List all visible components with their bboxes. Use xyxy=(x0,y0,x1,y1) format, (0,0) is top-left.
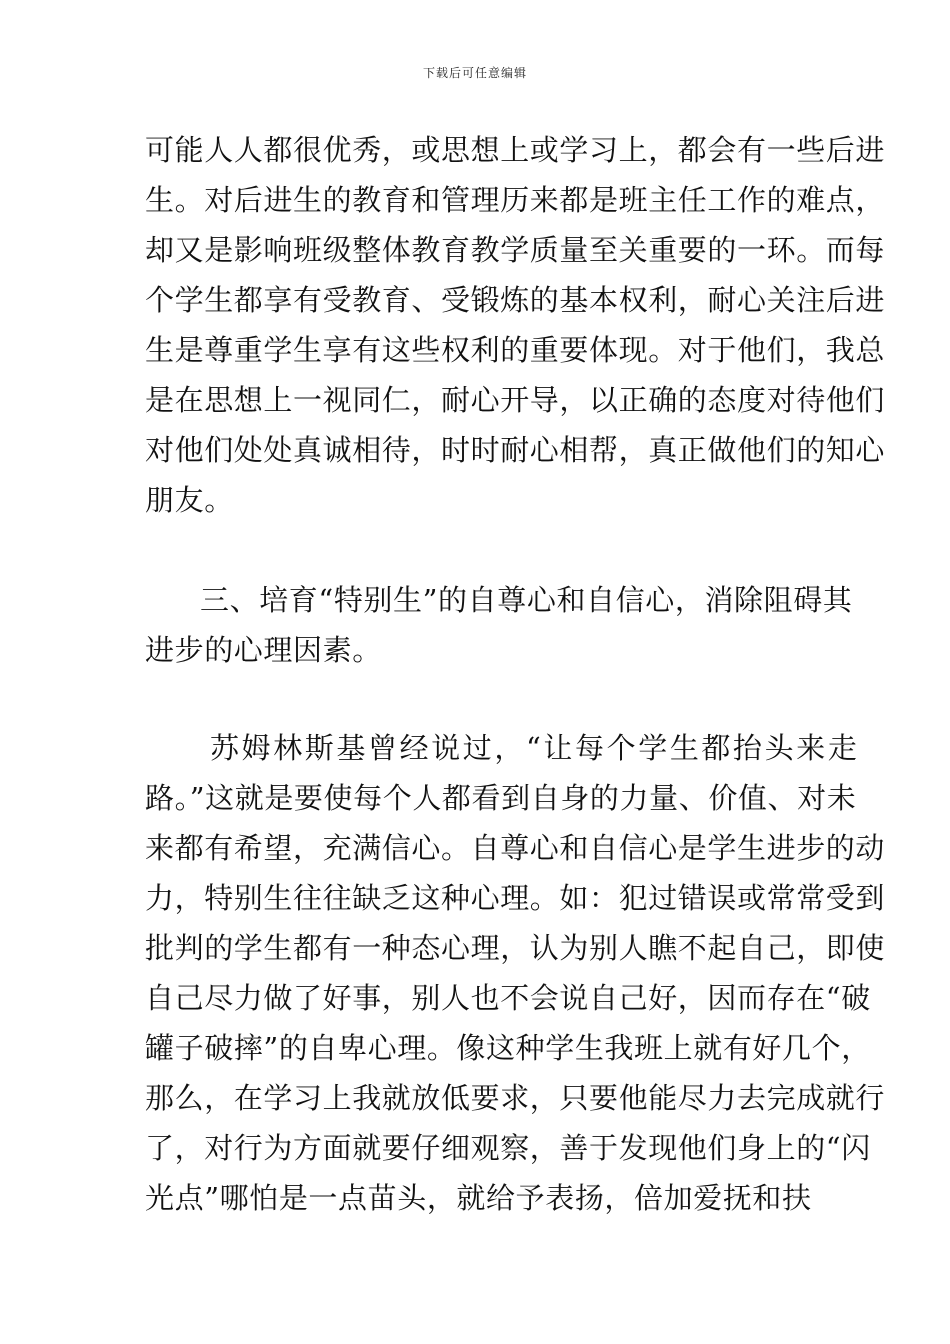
text-line: 光点”哪怕是一点苗头，就给予表扬，倍加爱抚和扶 xyxy=(145,1181,812,1215)
heading-line: 进步的心理因素。 xyxy=(145,633,382,667)
text-line: 自己尽力做了好事，别人也不会说自己好，因而存在“破 xyxy=(145,981,871,1015)
text-line: 苏姆林斯基曾经说过，“让每个学生都抬头来走 xyxy=(210,731,860,765)
heading-line: 三、培育“特别生”的自尊心和自信心，消除阻碍其 xyxy=(200,583,853,617)
text-line: 却又是影响班级整体教育教学质量至关重要的一环。而每 xyxy=(145,233,886,267)
text-line: 罐子破摔”的自卑心理。像这种学生我班上就有好几个， xyxy=(145,1031,871,1065)
text-line: 路。”这就是要使每个人都看到自身的力量、价值、对未 xyxy=(145,781,857,815)
text-line: 个学生都享有受教育、受锻炼的基本权利，耐心关注后进 xyxy=(145,283,886,317)
text-line: 生是尊重学生享有这些权利的重要体现。对于他们，我总 xyxy=(145,333,886,367)
text-line: 力，特别生往往缺乏这种心理。如：犯过错误或常常受到 xyxy=(145,881,886,915)
text-line: 朋友。 xyxy=(145,483,234,517)
text-line: 是在思想上一视同仁，耐心开导，以正确的态度对待他们 xyxy=(145,383,886,417)
text-line: 那么，在学习上我就放低要求，只要他能尽力去完成就行 xyxy=(145,1081,886,1115)
text-line: 生。对后进生的教育和管理历来都是班主任工作的难点， xyxy=(145,183,886,217)
page-header: 下载后可任意编辑 xyxy=(422,66,527,80)
text-line: 了，对行为方面就要仔细观察，善于发现他们身上的“闪 xyxy=(145,1131,871,1165)
text-line: 批判的学生都有一种态心理，认为别人瞧不起自己，即使 xyxy=(145,931,886,965)
text-line: 可能人人都很优秀，或思想上或学习上，都会有一些后进 xyxy=(145,133,886,167)
text-line: 对他们处处真诚相待，时时耐心相帮，真正做他们的知心 xyxy=(145,433,886,467)
text-line: 来都有希望，充满信心。自尊心和自信心是学生进步的动 xyxy=(145,831,886,865)
